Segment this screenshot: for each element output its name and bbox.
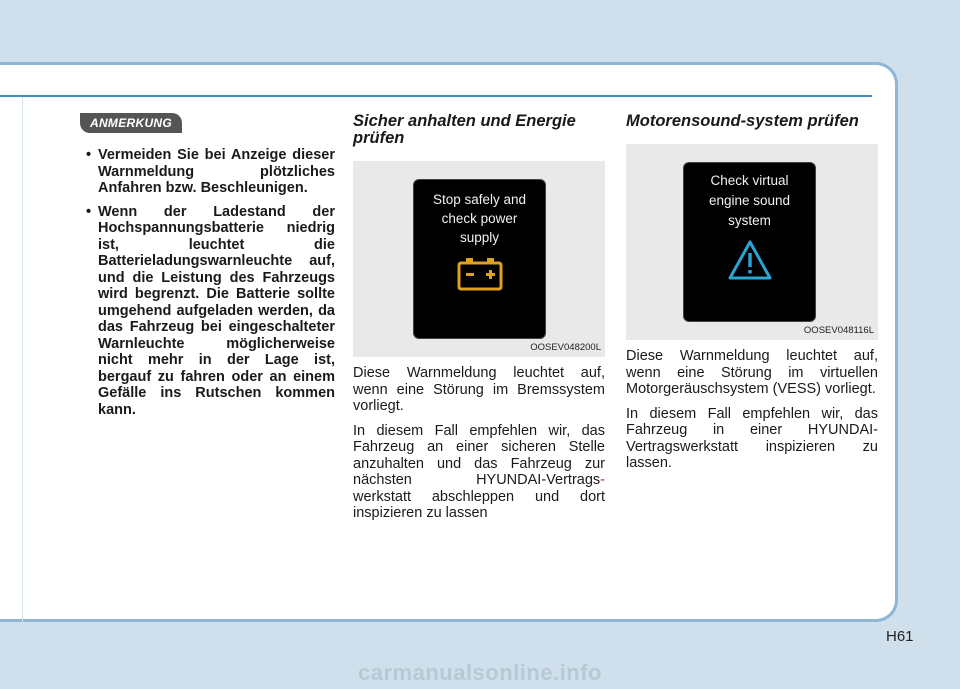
manual-page bbox=[0, 62, 898, 622]
paragraph: Diese Warnmeldung leuchtet auf, wenn eine Störung im virtuellen Motorgeräuschsystem (VESS) vorliegt. bbox=[626, 348, 878, 397]
note-item: • Vermeiden Sie bei Anzeige dieser Warnmeldung plötzliches Anfahren bzw. Beschleunigen. bbox=[80, 147, 335, 197]
figure-stop-safely bbox=[353, 161, 605, 357]
note-list bbox=[80, 147, 335, 418]
note-item: • Wenn der Ladestand der Hochspannungsbatterie niedrig ist, leuchtet die Batterieladungswarnleuchte auf, und die Leistung des Fahrzeugs wird begrenzt. Die Batterie sollte umgehend aufgeladen werden, da das Fahrzeug bei eingeschalteter Warnleuchte möglicherweise nicht mehr in der Lage ist, bergauf zu fahren oder an einem Gefälle ins Rutschen kommen kann. bbox=[80, 204, 335, 419]
page-number: H61 bbox=[886, 628, 914, 645]
paragraph bbox=[353, 423, 605, 522]
hyphen-mark: - bbox=[600, 472, 605, 488]
watermark: carmanualsonline.info bbox=[358, 660, 602, 685]
header-rule bbox=[0, 95, 872, 97]
stop-safely-section bbox=[353, 113, 605, 522]
warning-icon bbox=[727, 239, 773, 281]
paragraph: In diesem Fall empfehlen wir, das Fahrzeug in einer HYUNDAI-Vertragswerkstatt inspizieren zu lassen. bbox=[626, 405, 878, 471]
section-title: Sicher anhalten und Energie prüfen bbox=[353, 112, 576, 147]
engine-sound-section bbox=[626, 113, 878, 472]
battery-icon bbox=[457, 257, 503, 291]
cluster-display bbox=[683, 162, 816, 322]
margin-line bbox=[22, 97, 23, 622]
paragraph-text: In diesem Fall empfehlen wir, das Fahrzeug an einer sicheren Stelle anzuhalten und das Fahrzeug zur nächsten HYUNDAI-Vertrags bbox=[353, 422, 605, 488]
figure-engine-sound bbox=[626, 144, 878, 340]
paragraph: Diese Warnmeldung leuchtet auf, wenn eine Störung im Bremssystem vorliegt. bbox=[353, 365, 605, 414]
figure-code: OOSEV048200L bbox=[530, 342, 601, 353]
cluster-display bbox=[413, 179, 546, 339]
figure-code: OOSEV048116L bbox=[803, 325, 874, 336]
paragraph-text: werkstatt abschleppen und dort inspizieren zu lassen bbox=[353, 488, 605, 521]
section-title: Motorensound-system prüfen bbox=[626, 112, 859, 130]
note-column bbox=[80, 113, 335, 425]
note-badge: ANMERKUNG bbox=[80, 113, 182, 133]
display-message: Stop safely and check power supply bbox=[432, 192, 527, 245]
display-message: Check virtual engine sound system bbox=[708, 173, 791, 228]
